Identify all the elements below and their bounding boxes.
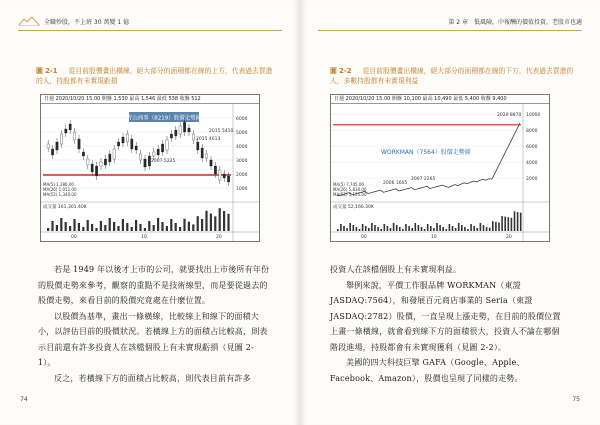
x-tick-label: 20 <box>216 235 222 240</box>
volume-bar <box>362 224 364 231</box>
candle <box>197 142 199 150</box>
candle <box>87 159 89 165</box>
chart-title: WORKMAN（7564）股價走勢圖 <box>381 149 471 156</box>
volume-bar <box>508 217 510 231</box>
volume-bar <box>157 218 159 231</box>
candle <box>109 154 111 162</box>
stock-chart <box>330 94 550 242</box>
figure-label: 圖 2-1 <box>36 67 58 75</box>
candle <box>153 152 155 156</box>
paragraph: 舉例來說，平價工作服品牌 WORKMAN（東證 JASDAQ:7564），和發展百元商店事業的 Seria（東證 JASDAQ:2782）股價，一直呈現上漲走勢，在目前的股價位置上畫一條橫線，就會看到線下方的面積很大，投資人不論在哪個階段進場，持股都會有未實現獲利（見圖 2-2）。 <box>330 280 561 352</box>
volume-bar <box>480 223 482 231</box>
ma-legend: MA(26) 5,830.00 <box>333 187 367 192</box>
volume-bar <box>393 223 395 231</box>
volume-bar <box>192 224 194 231</box>
volume-bar <box>396 225 398 231</box>
volume-bar <box>405 224 407 231</box>
volume-bar <box>483 225 485 231</box>
candle <box>188 128 190 132</box>
paragraph: 反之，若橫線下方的面積占比較高，則代表目前有許多 <box>54 373 251 383</box>
header-rule <box>18 30 282 31</box>
candle <box>223 174 225 178</box>
volume-bar <box>492 221 494 231</box>
annotation: 2007 5225 <box>151 159 176 164</box>
volume-bar <box>464 227 466 231</box>
volume-bar <box>418 225 420 231</box>
candle <box>104 159 106 165</box>
annotation: 2015 5410 <box>209 129 234 134</box>
running-header-right <box>448 14 582 28</box>
candle <box>73 132 75 140</box>
x-tick-label: 00 <box>361 235 367 240</box>
figure-caption-text: 從目前股價畫出橫線，絕大部分的面積都在線的上方，代表過去買進的人，持股都有未實現虧損 <box>36 67 273 85</box>
volume-bar <box>427 224 429 231</box>
stock-chart <box>40 94 260 242</box>
header-rule <box>318 30 582 31</box>
candle <box>214 166 216 174</box>
volume-bar <box>442 227 444 231</box>
y-tick-label: 6000 <box>236 117 248 122</box>
volume-bar <box>470 224 472 231</box>
volume-bar <box>504 217 506 231</box>
candle <box>166 140 168 150</box>
volume-bar <box>104 225 106 231</box>
volume-bar <box>56 225 58 231</box>
volume-bar <box>210 214 212 231</box>
volume-bar <box>349 223 351 231</box>
candle <box>69 124 71 130</box>
volume-bar <box>408 226 410 231</box>
volume-bar <box>179 227 181 231</box>
candle <box>170 134 172 138</box>
volume-bar <box>439 225 441 231</box>
candle <box>78 139 80 149</box>
candle <box>135 146 137 150</box>
volume-bar <box>170 219 172 231</box>
volume-bar <box>384 224 386 231</box>
volume-header: 成交量 161,301.40K <box>43 205 87 210</box>
candle <box>60 134 62 144</box>
volume-bar <box>340 224 342 231</box>
volume-bar <box>452 226 454 231</box>
volume-bar <box>148 221 150 231</box>
candle <box>179 126 181 134</box>
volume-bar <box>461 225 463 231</box>
paragraph: 若是 1949 年以後才上市的公司，就要找出上市後所有年份的股價走勢來參考，觀察的重點不是技術線型，而是要從過去的股價走勢，來看目前的股價究竟處在什麼位置。 <box>38 265 270 305</box>
volume-bar <box>495 222 497 231</box>
volume-bar <box>227 214 229 231</box>
volume-bar <box>343 226 345 231</box>
ma-legend: MA(5) 7,745.00 <box>333 182 364 187</box>
y-tick-label: 6000 <box>526 145 538 150</box>
candle <box>56 142 58 150</box>
candle <box>139 154 141 160</box>
volume-bar <box>109 218 111 231</box>
chart-header: 日週 2020/10/20 15.00 開盤 10,100 最高 10,490 最低 5,400 收盤 9,400 <box>331 95 549 104</box>
volume-bar <box>514 211 516 231</box>
volume-bar <box>69 226 71 231</box>
volume-bar <box>161 222 163 231</box>
volume-bar <box>411 228 413 231</box>
volume-bar <box>126 223 128 231</box>
volume-bar <box>359 229 361 231</box>
candle <box>175 130 177 136</box>
chart-canvas <box>331 104 549 241</box>
x-tick-label: 00 <box>71 235 77 240</box>
running-header-text: 全職炒股，不上班 30 萬變 1 億 <box>44 18 130 26</box>
ma-legend: MA(5) 1,286.00 <box>43 182 74 187</box>
volume-bar <box>78 223 80 231</box>
volume-bar <box>498 222 500 231</box>
volume-bar <box>131 227 133 231</box>
candle <box>122 137 124 143</box>
volume-bar <box>47 228 49 231</box>
y-tick-label: 2000 <box>236 173 248 178</box>
volume-bar <box>473 226 475 231</box>
candle <box>183 122 185 132</box>
annotation: 2020 8870 <box>497 113 522 118</box>
ma-legend: MA(52) 1,340.00 <box>43 192 77 197</box>
volume-bar <box>387 226 389 231</box>
volume-bar <box>197 216 199 231</box>
candle <box>113 149 115 159</box>
volume-bar <box>368 228 370 231</box>
volume-bar <box>188 222 190 231</box>
volume-bar <box>430 226 432 231</box>
volume-bar <box>433 228 435 231</box>
candle <box>210 160 212 166</box>
candle <box>91 164 93 172</box>
paragraph: 以股價為基準，畫出一條橫線，比較線上和線下的面積大小，以評估目前的股價狀況。若橫線上方的面積占比較高，則表示目前還有許多投資人在該檔個股上有未實現虧損（見圖 2-1）。 <box>38 311 268 367</box>
volume-bar <box>520 213 522 231</box>
volume-bar <box>390 228 392 231</box>
chart-title: 青山商事（8219）股價走勢圖 <box>126 115 202 122</box>
ma-legend: MA(26) 1,011.00 <box>43 187 77 192</box>
paragraph: 美國的四大科技巨擘 GAFA（Google、Apple、Facebook、Amazon），股價也呈現了同樣的走勢。 <box>330 358 525 383</box>
candle <box>161 144 163 152</box>
volume-bar <box>353 225 355 231</box>
volume-bar <box>511 218 513 231</box>
volume-bar <box>82 227 84 231</box>
volume-bar <box>365 226 367 231</box>
volume-bar <box>113 222 115 231</box>
candle <box>95 166 97 176</box>
volume-bar <box>517 212 519 231</box>
right-page <box>300 0 600 425</box>
volume-bar <box>87 220 89 231</box>
volume-bar <box>122 219 124 231</box>
volume-bar <box>201 219 203 231</box>
running-header-text: 第 2 章 低風險，中報酬的價值投資，老股市也適 <box>448 18 582 26</box>
volume-bar <box>95 228 97 231</box>
volume-header: 成交量 52,166.30K <box>333 205 374 210</box>
chart-header: 日週 2020/10/20 15.00 開盤 1,530 最高 1,546 最低 538 收盤 512 <box>41 95 259 104</box>
candle <box>201 148 203 158</box>
volume-bar <box>380 229 382 231</box>
candle <box>126 134 128 142</box>
running-header-left <box>18 14 129 28</box>
y-tick-label: 4000 <box>526 161 538 166</box>
chart-canvas <box>41 104 259 241</box>
candle <box>82 152 84 156</box>
candle <box>51 149 53 155</box>
y-tick-label: 5000 <box>236 131 248 136</box>
y-tick-label: 3000 <box>236 159 248 164</box>
volume-bar <box>60 218 62 231</box>
annotation: 2007 2265 <box>411 177 436 182</box>
volume-bar <box>139 224 141 231</box>
volume-bar <box>477 228 479 231</box>
volume-bar <box>377 227 379 231</box>
volume-bar <box>489 228 491 231</box>
figure-caption-text: 從目前股價畫出橫線，絕大部分的面積都在線的下方，代表過去買進的人，多數持股都有未實現利益 <box>330 67 574 85</box>
volume-bar <box>455 228 457 231</box>
y-tick-label: 4000 <box>236 145 248 150</box>
volume-bar <box>117 226 119 231</box>
volume-bar <box>73 219 75 231</box>
volume-bar <box>449 224 451 231</box>
page-number: 74 <box>20 396 28 403</box>
volume-bar <box>399 227 401 231</box>
volume-bar <box>153 225 155 231</box>
volume-bar <box>415 223 417 231</box>
volume-bar <box>402 229 404 231</box>
y-tick-label: 8000 <box>526 129 538 134</box>
x-tick-label: 10 <box>141 235 147 240</box>
volume-bar <box>51 221 53 231</box>
x-tick-label: 20 <box>506 235 512 240</box>
candle <box>47 144 49 148</box>
volume-bar <box>219 208 221 231</box>
volume-bar <box>424 229 426 231</box>
volume-bar <box>436 223 438 231</box>
volume-bar <box>205 211 207 231</box>
page-number: 75 <box>572 396 580 403</box>
volume-bar <box>374 225 376 231</box>
candle <box>144 159 146 167</box>
candle <box>131 139 133 149</box>
y-tick-label: 2000 <box>526 177 538 182</box>
candle <box>192 134 194 140</box>
candle <box>117 142 119 146</box>
figure-caption <box>330 66 575 86</box>
volume-bar <box>100 221 102 231</box>
volume-bar <box>486 227 488 231</box>
x-tick-label: 10 <box>431 235 437 240</box>
candle <box>65 129 67 133</box>
y-tick-label: 10000 <box>526 113 541 118</box>
candle <box>219 170 221 180</box>
candle <box>100 162 102 166</box>
volume-bar <box>337 229 339 231</box>
volume-bar <box>346 228 348 231</box>
ma-legend: MA(52) 5,155.00 <box>333 192 367 197</box>
candle <box>227 176 229 182</box>
candle <box>157 149 159 155</box>
volume-bar <box>214 216 216 231</box>
volume-bar <box>175 223 177 231</box>
volume-bar <box>91 224 93 231</box>
volume-bar <box>183 219 185 231</box>
volume-bar <box>144 228 146 231</box>
volume-bar <box>458 223 460 231</box>
candle <box>205 154 207 158</box>
volume-bar <box>467 229 469 231</box>
mountain-logo-icon <box>18 16 40 26</box>
volume-bar <box>166 226 168 231</box>
volume-bar <box>65 222 67 231</box>
volume-bar <box>371 223 373 231</box>
figure-label: 圖 2-2 <box>330 67 352 75</box>
volume-bar <box>501 216 503 231</box>
volume-bar <box>446 229 448 231</box>
figure-caption <box>36 66 276 86</box>
body-text <box>330 262 562 386</box>
body-text <box>38 262 270 386</box>
volume-bar <box>421 227 423 231</box>
volume-bar <box>356 227 358 231</box>
annotation: 2006 1605 <box>383 181 408 186</box>
volume-bar <box>223 211 225 231</box>
volume-bar <box>135 220 137 231</box>
paragraph: 投資人在該檔個股上有未實現利益。 <box>330 265 462 274</box>
annotation: 2015 4613 <box>196 137 221 142</box>
y-tick-label: 1000 <box>236 187 248 192</box>
